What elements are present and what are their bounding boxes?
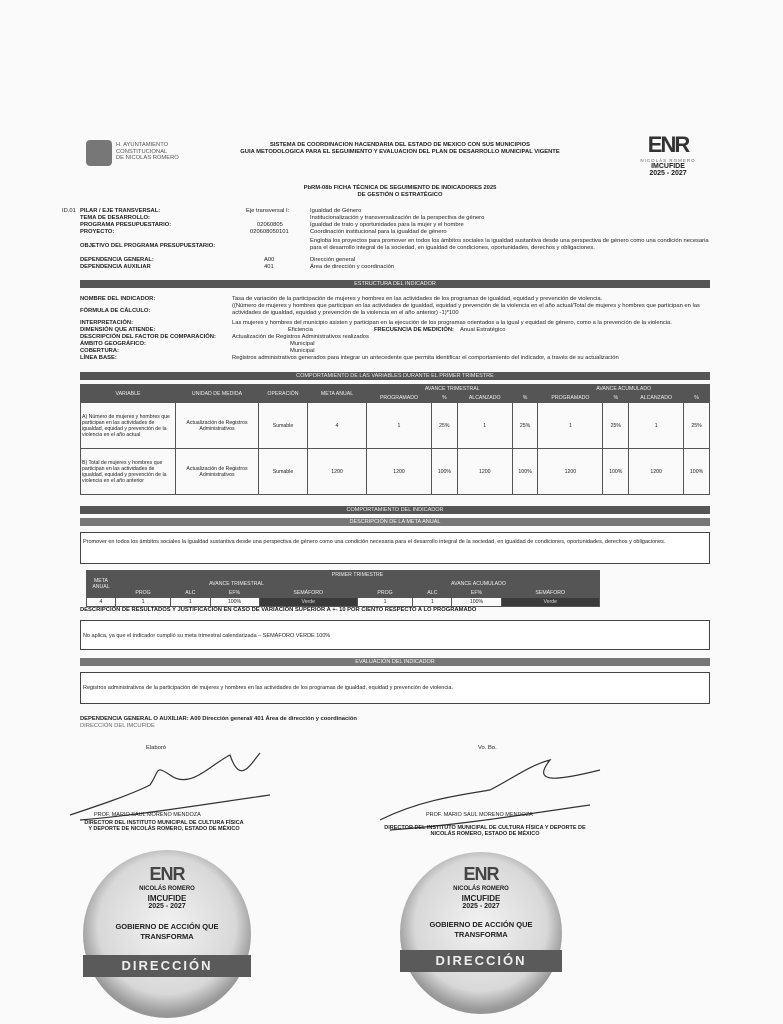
cobertura-value: Municipal <box>290 348 315 354</box>
cell-a-alc: 1 <box>413 598 452 607</box>
imcufide-logo <box>632 132 704 194</box>
col-a-prog: PROGRAMADO <box>538 394 603 403</box>
cell-a-prog-pct: 100% <box>603 449 629 495</box>
form-title-line1: PbRM-08b FICHA TÉCNICA DE SEGUIMIENTO DE INDICADORES 2025 <box>303 185 497 191</box>
seal-right-sub: NICOLÁS ROMERO <box>453 886 509 892</box>
cell-unidad: Actualización de Registros Administrativos <box>176 403 259 449</box>
form-title-line2: DE GESTIÓN O ESTRATÉGICO <box>357 192 443 198</box>
nombre-label: NOMBRE DEL INDICADOR: <box>80 296 156 302</box>
col-meta-anual: META ANUAL <box>87 571 116 598</box>
col-a-prog: PROG <box>357 589 412 598</box>
meta-anual-text: Promover en todos los ámbitos sociales la igualdad sustantiva desde una perspectiva de género como una condición necesaria para el desarrollo integral de la sociedad, en igualdad de condiciones, oportunidades, derechos y obligaciones. <box>83 539 666 545</box>
cell-meta: 4 <box>87 598 116 607</box>
col-avance-acum: AVANCE ACUMULADO <box>538 385 710 394</box>
col-t-alc: ALCANZADO <box>457 394 512 403</box>
col-avance-acumulado: AVANCE ACUMULADO <box>357 580 599 589</box>
cell-t-alc: 1200 <box>457 449 512 495</box>
linea-label: LÍNEA BASE: <box>80 355 117 361</box>
meta-anual-bar: DESCRIPCIÓN DE LA META ANUAL <box>80 518 710 526</box>
col-avance-trim: AVANCE TRIMESTRAL <box>367 385 538 394</box>
cell-a-prog: 1 <box>357 598 412 607</box>
trimestre-subheader-row <box>87 589 600 598</box>
imcufide-logo-mark: ENR <box>647 132 689 157</box>
seal-left-name: IMCUFIDE <box>147 894 187 903</box>
seal-right-name: IMCUFIDE <box>461 894 501 903</box>
evaluacion-box <box>80 672 710 704</box>
cell-meta: 4 <box>308 403 367 449</box>
cell-operacion: Sumable <box>259 403 308 449</box>
trimestre-table <box>86 570 600 607</box>
col-meta: META ANUAL <box>308 385 367 403</box>
comportamiento-bar: COMPORTAMIENTO DEL INDICADOR <box>80 506 710 514</box>
variables-header-row <box>81 385 710 394</box>
seal-right-years: 2025 - 2027 <box>462 903 500 910</box>
ambito-value: Municipal <box>290 341 315 347</box>
cell-a-prog: 1200 <box>538 449 603 495</box>
dep-general-value: Dirección general <box>310 257 356 263</box>
resultados-text: No aplica, ya que el indicador cumplió su meta trimestral calendarizada – SEMÁFORO VERDE 100% <box>83 633 331 639</box>
nombre-value: Tasa de variación de la participación de mujeres y hombres en las actividades de los programas de igualdad, equidad y prevención de violencia. <box>232 296 603 302</box>
cell-operacion: Sumable <box>259 449 308 495</box>
dep-aux-code: 401 <box>264 264 274 270</box>
cell-t-efp: 100% <box>210 598 259 607</box>
tema-value: Institucionalización y transversalización de la perspectiva de género <box>310 215 485 221</box>
seal-left-years: 2025 - 2027 <box>148 903 186 910</box>
right-title: DIRECTOR DEL INSTITUTO MUNICIPAL DE CULTURA FÍSICA Y DEPORTE DE NICOLÁS ROMERO, ESTADO DE MÉXICO <box>384 825 586 837</box>
seal-right-mark: ENR <box>463 864 499 884</box>
dep-general-label: DEPENDENCIA GENERAL: <box>80 257 154 263</box>
variables-bar: COMPORTAMIENTO DE LAS VARIABLES DURANTE EL PRIMER TRIMESTRE <box>80 372 710 380</box>
seal-left-motto2: TRANSFORMA <box>140 932 194 941</box>
cell-t-alc-pct: 25% <box>512 403 538 449</box>
dimension-label: DIMENSIÓN QUE ATIENDE: <box>80 327 156 333</box>
seal-left-sub: NICOLÁS ROMERO <box>139 886 195 892</box>
table-row <box>81 449 710 495</box>
col-variable: VARIABLE <box>81 385 176 403</box>
cell-a-prog-pct: 25% <box>603 403 629 449</box>
col-avance-trimestral: AVANCE TRIMESTRAL <box>116 580 358 589</box>
cell-t-alc: 1 <box>457 403 512 449</box>
dep-general-code: A00 <box>264 257 275 263</box>
seal-right-motto1: GOBIERNO DE ACCIÓN QUE <box>429 920 533 929</box>
municipal-logo-text: H. AYUNTAMIENTO CONSTITUCIONAL DE NICOLÁS ROMERO <box>116 142 179 162</box>
col-t-efp: EF% <box>210 589 259 598</box>
cell-t-prog: 1 <box>116 598 171 607</box>
imcufide-logo-sub: NICOLÁS ROMERO <box>640 158 696 163</box>
seal-left-motto1: GOBIERNO DE ACCIÓN QUE <box>115 922 219 931</box>
cell-meta: 1200 <box>308 449 367 495</box>
col-operacion: OPERACIÓN <box>259 385 308 403</box>
cell-a-alc: 1 <box>629 403 684 449</box>
municipal-logo <box>86 140 112 166</box>
pilar-value: Igualdad de Género <box>310 208 362 214</box>
system-title: SISTEMA DE COORDINACION HACENDARIA DEL ESTADO DE MEXICO CON SUS MUNICIPIOS <box>270 142 530 148</box>
programa-label: PROGRAMA PRESUPUESTARIO: <box>80 222 172 228</box>
interpretacion-value: Las mujeres y hombres del municipio asisten y participan en la ejecución de los programas orientados a la igual y equidad de género, como a la prevención de la violencia. <box>232 320 672 326</box>
id-code: ID.01 <box>62 208 76 214</box>
formula-value: ((Número de mujeres y hombres que participan en las actividades de igualdad, equidad y prevención de la violencia en el año actual/Total de mujeres y hombres que participan en las actividades de igualdad, equidad y prevención de la violencia en el año anterior) -1)*100 <box>232 303 700 316</box>
cell-t-prog: 1200 <box>367 449 432 495</box>
dep-aux-value: Área de dirección y coordinación <box>310 264 395 270</box>
variables-table <box>80 384 710 495</box>
right-name: PROF. MARIO SAUL MORENO MENDOZA <box>426 812 533 818</box>
ambito-label: ÁMBITO GEOGRÁFICO: <box>80 341 146 347</box>
col-a-alc: ALCANZADO <box>629 394 684 403</box>
imcufide-logo-name: IMCUFIDE <box>651 163 685 170</box>
cell-a-prog: 1 <box>538 403 603 449</box>
left-title: DIRECTOR DEL INSTITUTO MUNICIPAL DE CULTURA FÍSICA Y DEPORTE DE NICOLÁS ROMERO, ESTADO DE MÉXICO <box>84 820 244 832</box>
cell-variable: B) Total de mujeres y hombres que participan en las actividades de igualdad, equidad y prevención de la violencia en el año anterior <box>81 449 176 495</box>
cell-t-alc-pct: 100% <box>512 449 538 495</box>
evaluacion-text: Registros administrativos de la participación de mujeres y hombres en las actividades de los programas de igualdad, equidad y prevención de violencia. <box>83 685 453 691</box>
cell-t-semaforo: Verde <box>259 598 357 607</box>
cell-unidad: Actualización de Registros Administrativos <box>176 449 259 495</box>
table-row <box>87 598 600 607</box>
col-t-alc-pct: % <box>512 394 538 403</box>
dep-aux-label: DEPENDENCIA AUXILIAR <box>80 264 151 270</box>
left-name: PROF. MARIO SAUL MORENO MENDOZA <box>94 812 201 818</box>
dimension-value: Eficiencia <box>288 327 313 333</box>
cell-t-prog-pct: 100% <box>431 449 457 495</box>
trimestre-header-row <box>87 571 600 580</box>
proyecto-label: PROYECTO: <box>80 229 115 235</box>
seal-right <box>400 852 562 1014</box>
proyecto-value: Coordinación institucional para la igualdad de género <box>310 229 447 235</box>
seal-right-motto2: TRANSFORMA <box>454 930 508 939</box>
objetivo-value: Engloba los proyectos para promover en todos los ámbitos sociales la igualdad sustantiva desde una perspectiva de género como una condición necesaria para el desarrollo integral de la sociedad, en igualdad de condiciones, oportunidades, derechos y obligaciones. <box>310 238 709 251</box>
evaluacion-bar: EVALUACIÓN DEL INDICADOR <box>80 658 710 666</box>
cell-a-alc-pct: 100% <box>684 449 710 495</box>
col-t-prog: PROG <box>116 589 171 598</box>
cell-variable: A) Número de mujeres y hombres que participan en las actividades de igualdad, equidad y prevención de la violencia en el año actual <box>81 403 176 449</box>
meta-anual-box <box>80 532 710 564</box>
estructura-bar: ESTRUCTURA DEL INDICADOR <box>80 280 710 288</box>
col-unidad: UNIDAD DE MEDIDA <box>176 385 259 403</box>
cell-a-alc: 1200 <box>629 449 684 495</box>
footer-direccion: DIRECCIÓN DEL IMCUFIDE <box>80 723 155 729</box>
pilar-label: PILAR / EJE TRANSVERSAL: <box>80 208 161 214</box>
vobo-label: Vo. Bo. <box>478 745 497 751</box>
col-t-prog: PROGRAMADO <box>367 394 432 403</box>
linea-value: Registros administrativos generados para integrar un antecedente que permita identificar el comportamiento del indicador, a través de su actualización <box>232 355 619 361</box>
col-a-alc: ALC <box>413 589 452 598</box>
descripcion-value: Actualización de Registros Administrativos realizados <box>232 334 369 340</box>
col-t-semaforo: SEMÁFORO <box>259 589 357 598</box>
seal-left-band: DIRECCIÓN <box>83 955 251 977</box>
interpretacion-label: INTERPRETACIÓN: <box>80 320 134 326</box>
imcufide-logo-years: 2025 - 2027 <box>649 170 687 177</box>
proyecto-code: 020608050101 <box>250 229 289 235</box>
cobertura-label: COBERTURA: <box>80 348 119 354</box>
table-row <box>81 403 710 449</box>
seal-left-mark: ENR <box>149 864 185 884</box>
col-a-alc-pct: % <box>684 394 710 403</box>
resultados-box <box>80 620 710 650</box>
footer-dependencia: DEPENDENCIA GENERAL O AUXILIAR: A00 Dirección general/ 401 Área de dirección y coordinación <box>80 716 357 722</box>
formula-label: FÓRMULA DE CÁLCULO: <box>80 308 151 314</box>
pilar-code: Eje transversal I: <box>246 208 290 214</box>
cell-a-semaforo: Verde <box>501 598 599 607</box>
cell-a-efp: 100% <box>452 598 501 607</box>
programa-code: 02060805 <box>257 222 283 228</box>
cell-a-alc-pct: 25% <box>684 403 710 449</box>
col-t-prog-pct: % <box>431 394 457 403</box>
col-a-semaforo: SEMÁFORO <box>501 589 599 598</box>
resultados-title: DESCRIPCIÓN DE RESULTADOS Y JUSTIFICACIÓN EN CASO DE VARIACIÓN SUPERIOR A +- 10 POR CIENTO RESPECTO A LO PROGRAMADO <box>80 607 477 613</box>
tema-label: TEMA DE DESARROLLO: <box>80 215 150 221</box>
programa-value: Igualdad de trato y oportunidades para la mujer y el hombre <box>310 222 464 228</box>
descripcion-label: DESCRIPCIÓN DEL FACTOR DE COMPARACIÓN: <box>80 334 216 340</box>
seal-left <box>83 850 251 1018</box>
frecuencia-value: Anual Estratégico <box>460 327 506 333</box>
trimestre-group-row <box>87 580 600 589</box>
col-a-efp: EF% <box>452 589 501 598</box>
cell-t-prog-pct: 25% <box>431 403 457 449</box>
col-primer-trimestre: PRIMER TRIMESTRE <box>116 571 600 580</box>
cell-t-prog: 1 <box>367 403 432 449</box>
guide-title: GUIA METODOLOGICA PARA EL SEGUIMIENTO Y EVALUACION DEL PLAN DE DESARROLLO MUNICIPAL VIGENTE <box>240 149 560 155</box>
objetivo-label: OBJETIVO DEL PROGRAMA PRESUPUESTARIO: <box>80 243 216 249</box>
cell-t-alc: 1 <box>171 598 210 607</box>
elaboro-label: Elaboró <box>146 745 166 751</box>
frecuencia-label: FRECUENCIA DE MEDICIÓN: <box>374 327 454 333</box>
col-a-prog-pct: % <box>603 394 629 403</box>
col-t-alc: ALC <box>171 589 210 598</box>
seal-right-band: DIRECCIÓN <box>400 950 562 972</box>
